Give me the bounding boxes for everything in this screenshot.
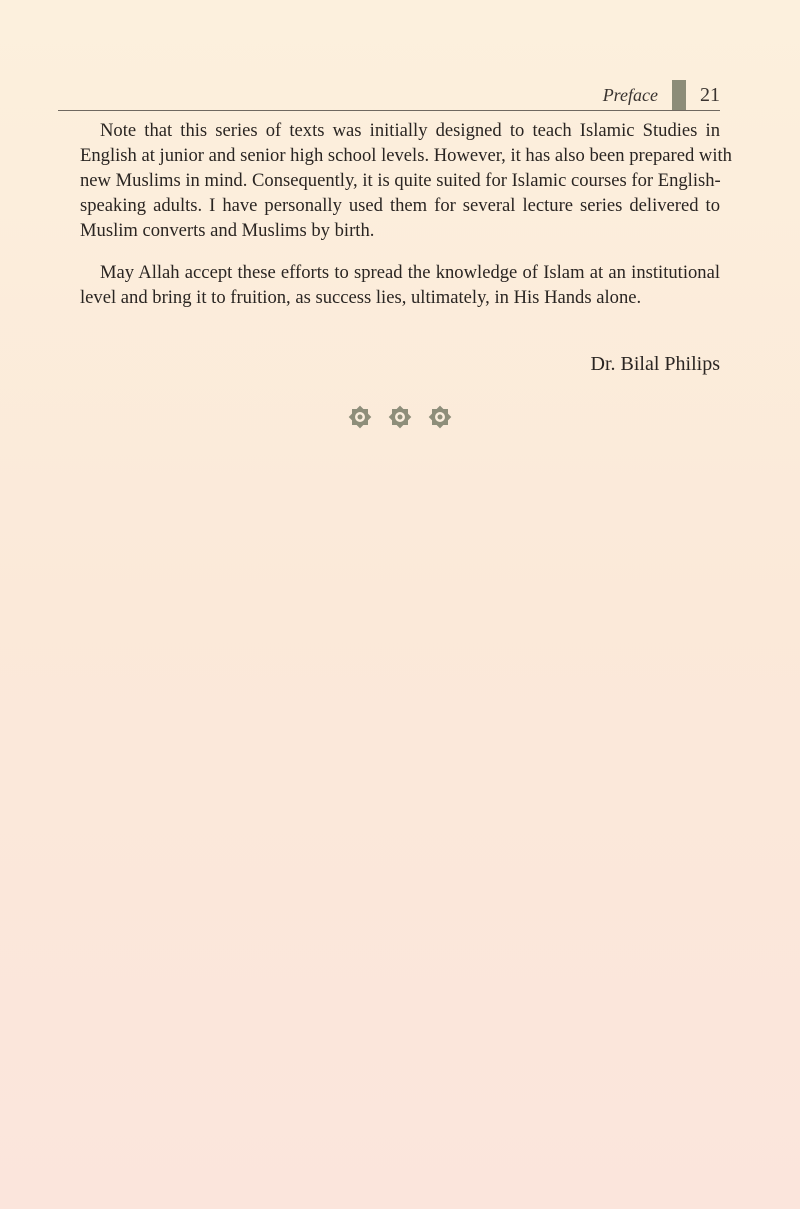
text-line: English at junior and senior high school levels. However, it has also been prepared with <box>80 145 732 166</box>
text-line: new Muslims in mind. Consequently, it is quite suited for Islamic courses for English- <box>80 170 721 191</box>
body-text <box>80 118 732 327</box>
star-ornament-icon <box>346 403 374 431</box>
text-line: May Allah accept these efforts to spread the knowledge of Islam at an institutional <box>100 262 720 283</box>
header-bar <box>672 80 686 110</box>
text-line: level and bring it to fruition, as success lies, ultimately, in His Hands alone. <box>80 287 642 308</box>
section-title: Preface <box>602 84 658 105</box>
running-header <box>603 80 720 110</box>
signature: Dr. Bilal Philips <box>590 353 720 375</box>
text-line: speaking adults. I have personally used them for several lecture series delivered to <box>80 195 720 216</box>
paragraph <box>80 260 720 310</box>
text-line: Note that this series of texts was initially designed to teach Islamic Studies in <box>100 120 720 141</box>
star-ornament-icon <box>426 403 454 431</box>
star-ornament-icon <box>386 403 414 431</box>
paragraph <box>80 118 732 243</box>
header-rule <box>58 110 720 111</box>
ornament-divider <box>0 403 800 431</box>
page-number: 21 <box>700 83 720 106</box>
text-line: Muslim converts and Muslims by birth. <box>80 220 375 241</box>
